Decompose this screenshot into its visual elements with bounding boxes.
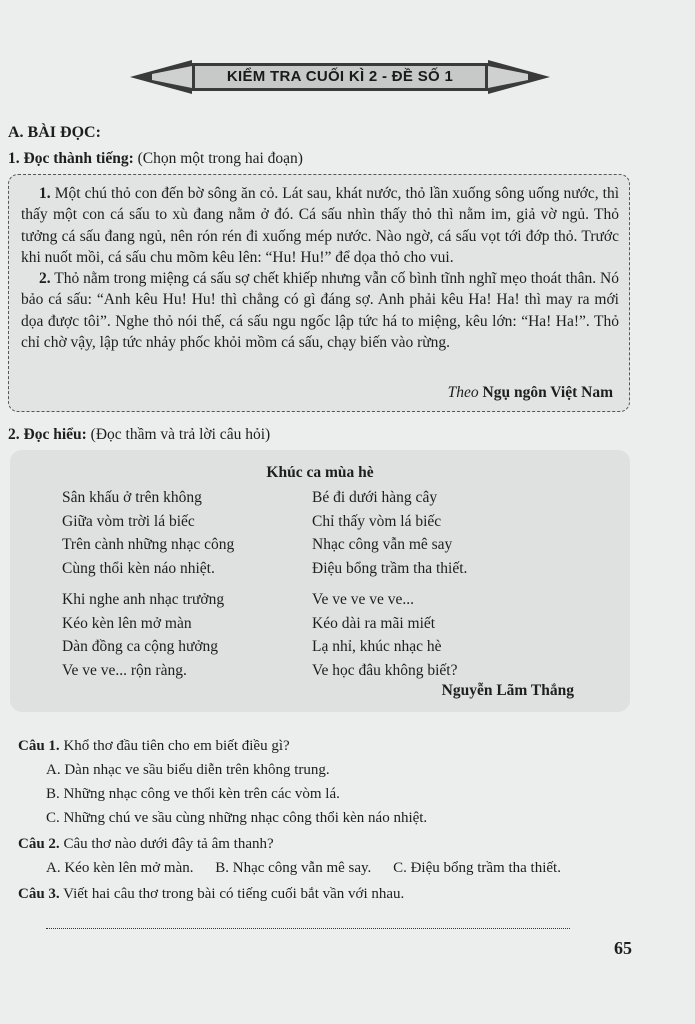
- source-name: Ngụ ngôn Việt Nam: [482, 384, 613, 401]
- page-number: 65: [614, 938, 632, 958]
- poem-line: Lạ nhỉ, khúc nhạc hè: [312, 638, 442, 655]
- paragraph-2-text: Thỏ nằm trong miệng cá sấu sợ chết khiếp nhưng vẫn cố bình tĩnh nghĩ mẹo thoát thân. Nó bảo cá sấu: “Anh kêu Hu! Hu! thì chẳng có gì đáng sợ. Anh phải kêu Ha! Ha! thì may ra mới dọa được tôi”. Nghe thỏ nói thế, cá sấu ngu ngốc lập tức há to miệng, kêu lớn: “Ha! Ha!”. Thỏ chỉ chờ vậy, lập tức nhảy phốc khỏi mồm cá sấu, chạy biến vào rừng.: [21, 270, 619, 352]
- question-1-option-a: A. Dàn nhạc ve sầu biểu diễn trên không trung.: [46, 762, 330, 778]
- question-2-option-b: B. Nhạc công vẫn mê say.: [215, 860, 372, 876]
- part2-heading: [8, 426, 270, 444]
- question-label: Câu 3.: [18, 886, 60, 902]
- question-label: Câu 1.: [18, 738, 60, 754]
- question-text: Khổ thơ đầu tiên cho em biết điều gì?: [63, 738, 290, 754]
- poem-line: Ve ve ve... rộn ràng.: [62, 661, 187, 679]
- paragraph-2-number: 2.: [39, 270, 51, 288]
- poem-title: Khúc ca mùa hè: [266, 464, 374, 481]
- section-a-heading: A. BÀI ĐỌC:: [8, 124, 101, 141]
- question-text: Câu thơ nào dưới đây tả âm thanh?: [63, 836, 274, 852]
- paragraph-1-text: Một chú thỏ con đến bờ sông ăn cỏ. Lát sau, khát nước, thỏ lần xuống sông uống nước, thì thấy một con cá sấu to xù đang nằm ở đó. Cá sấu nhìn thấy thỏ thì nằm im, giả vờ ngủ. Thỏ tưởng cá sấu đang ngủ, nên rón rén đi xuống mép nước. Nào ngờ, cá sấu vọt tới đớp thỏ. Trước khi nuốt mồi, cá sấu chu mõm kêu lên: “Hu! Hu!” để dọa thỏ cho vui.: [21, 185, 620, 266]
- poem-line: Dàn đồng ca cộng hưởng: [62, 638, 219, 655]
- answer-dotted-line: [46, 928, 570, 929]
- part1-title: 1. Đọc thành tiếng:: [8, 150, 134, 167]
- poem-line: Bé đi dưới hàng cây: [312, 489, 438, 506]
- poem-box: [10, 450, 630, 712]
- question-2-options: [46, 860, 606, 877]
- question-label: Câu 2.: [18, 836, 60, 852]
- question-1-option-b: B. Những nhạc công ve thổi kèn trên các vòm lá.: [46, 786, 340, 802]
- paragraph-1-number: 1.: [39, 185, 51, 202]
- passage-paragraph-2: [21, 268, 619, 353]
- poem-line: Kéo dài ra mãi miết: [312, 614, 436, 632]
- poem-stanza-2: [312, 486, 467, 580]
- poem-stanza-3: [62, 588, 224, 682]
- question-2-option-a: A. Kéo kèn lên mở màn.: [46, 860, 194, 876]
- question-text: Viết hai câu thơ trong bài có tiếng cuối bắt vần với nhau.: [63, 886, 405, 902]
- poem-line: Ve học đâu không biết?: [312, 661, 458, 679]
- part2-title: 2. Đọc hiểu:: [8, 426, 87, 443]
- part2-note: (Đọc thầm và trả lời câu hỏi): [90, 426, 271, 443]
- exam-title: KIỂM TRA CUỐI KÌ 2 - ĐỀ SỐ 1: [226, 68, 454, 85]
- poem-line: Ve ve ve ve ve...: [312, 591, 414, 608]
- question-2-option-c: C. Điệu bổng trầm tha thiết.: [393, 860, 561, 876]
- poem-line: Kéo kèn lên mở màn: [62, 614, 192, 632]
- source-prefix: Theo: [447, 384, 479, 401]
- part1-heading: [8, 150, 303, 168]
- poem-line: Điệu bổng trầm tha thiết.: [312, 559, 468, 577]
- question-2: [18, 836, 274, 853]
- poem-stanza-1: [62, 486, 234, 580]
- passage-paragraph-1: [21, 183, 619, 268]
- poem-line: Cùng thổi kèn náo nhiệt.: [62, 559, 215, 577]
- poem-line: Trên cành những nhạc công: [62, 536, 235, 553]
- question-3: [18, 886, 404, 903]
- poem-stanza-4: [312, 588, 458, 682]
- exam-title-banner: [130, 52, 550, 102]
- passage-source: [448, 384, 613, 402]
- poem-line: Nhạc công vẫn mê say: [312, 536, 453, 553]
- poem-author: Nguyễn Lãm Thắng: [441, 682, 574, 699]
- poem-line: Sân khấu ở trên không: [62, 489, 202, 506]
- part1-note: (Chọn một trong hai đoạn): [137, 150, 303, 167]
- poem-line: Giữa vòm trời lá biếc: [62, 512, 195, 530]
- question-1-option-c: C. Những chú ve sầu cùng những nhạc công thổi kèn náo nhiệt.: [46, 810, 428, 826]
- poem-line: Khi nghe anh nhạc trưởng: [62, 591, 225, 608]
- reading-passage-box: [8, 174, 630, 412]
- poem-line: Chỉ thấy vòm lá biếc: [312, 512, 442, 530]
- question-1: [18, 738, 290, 755]
